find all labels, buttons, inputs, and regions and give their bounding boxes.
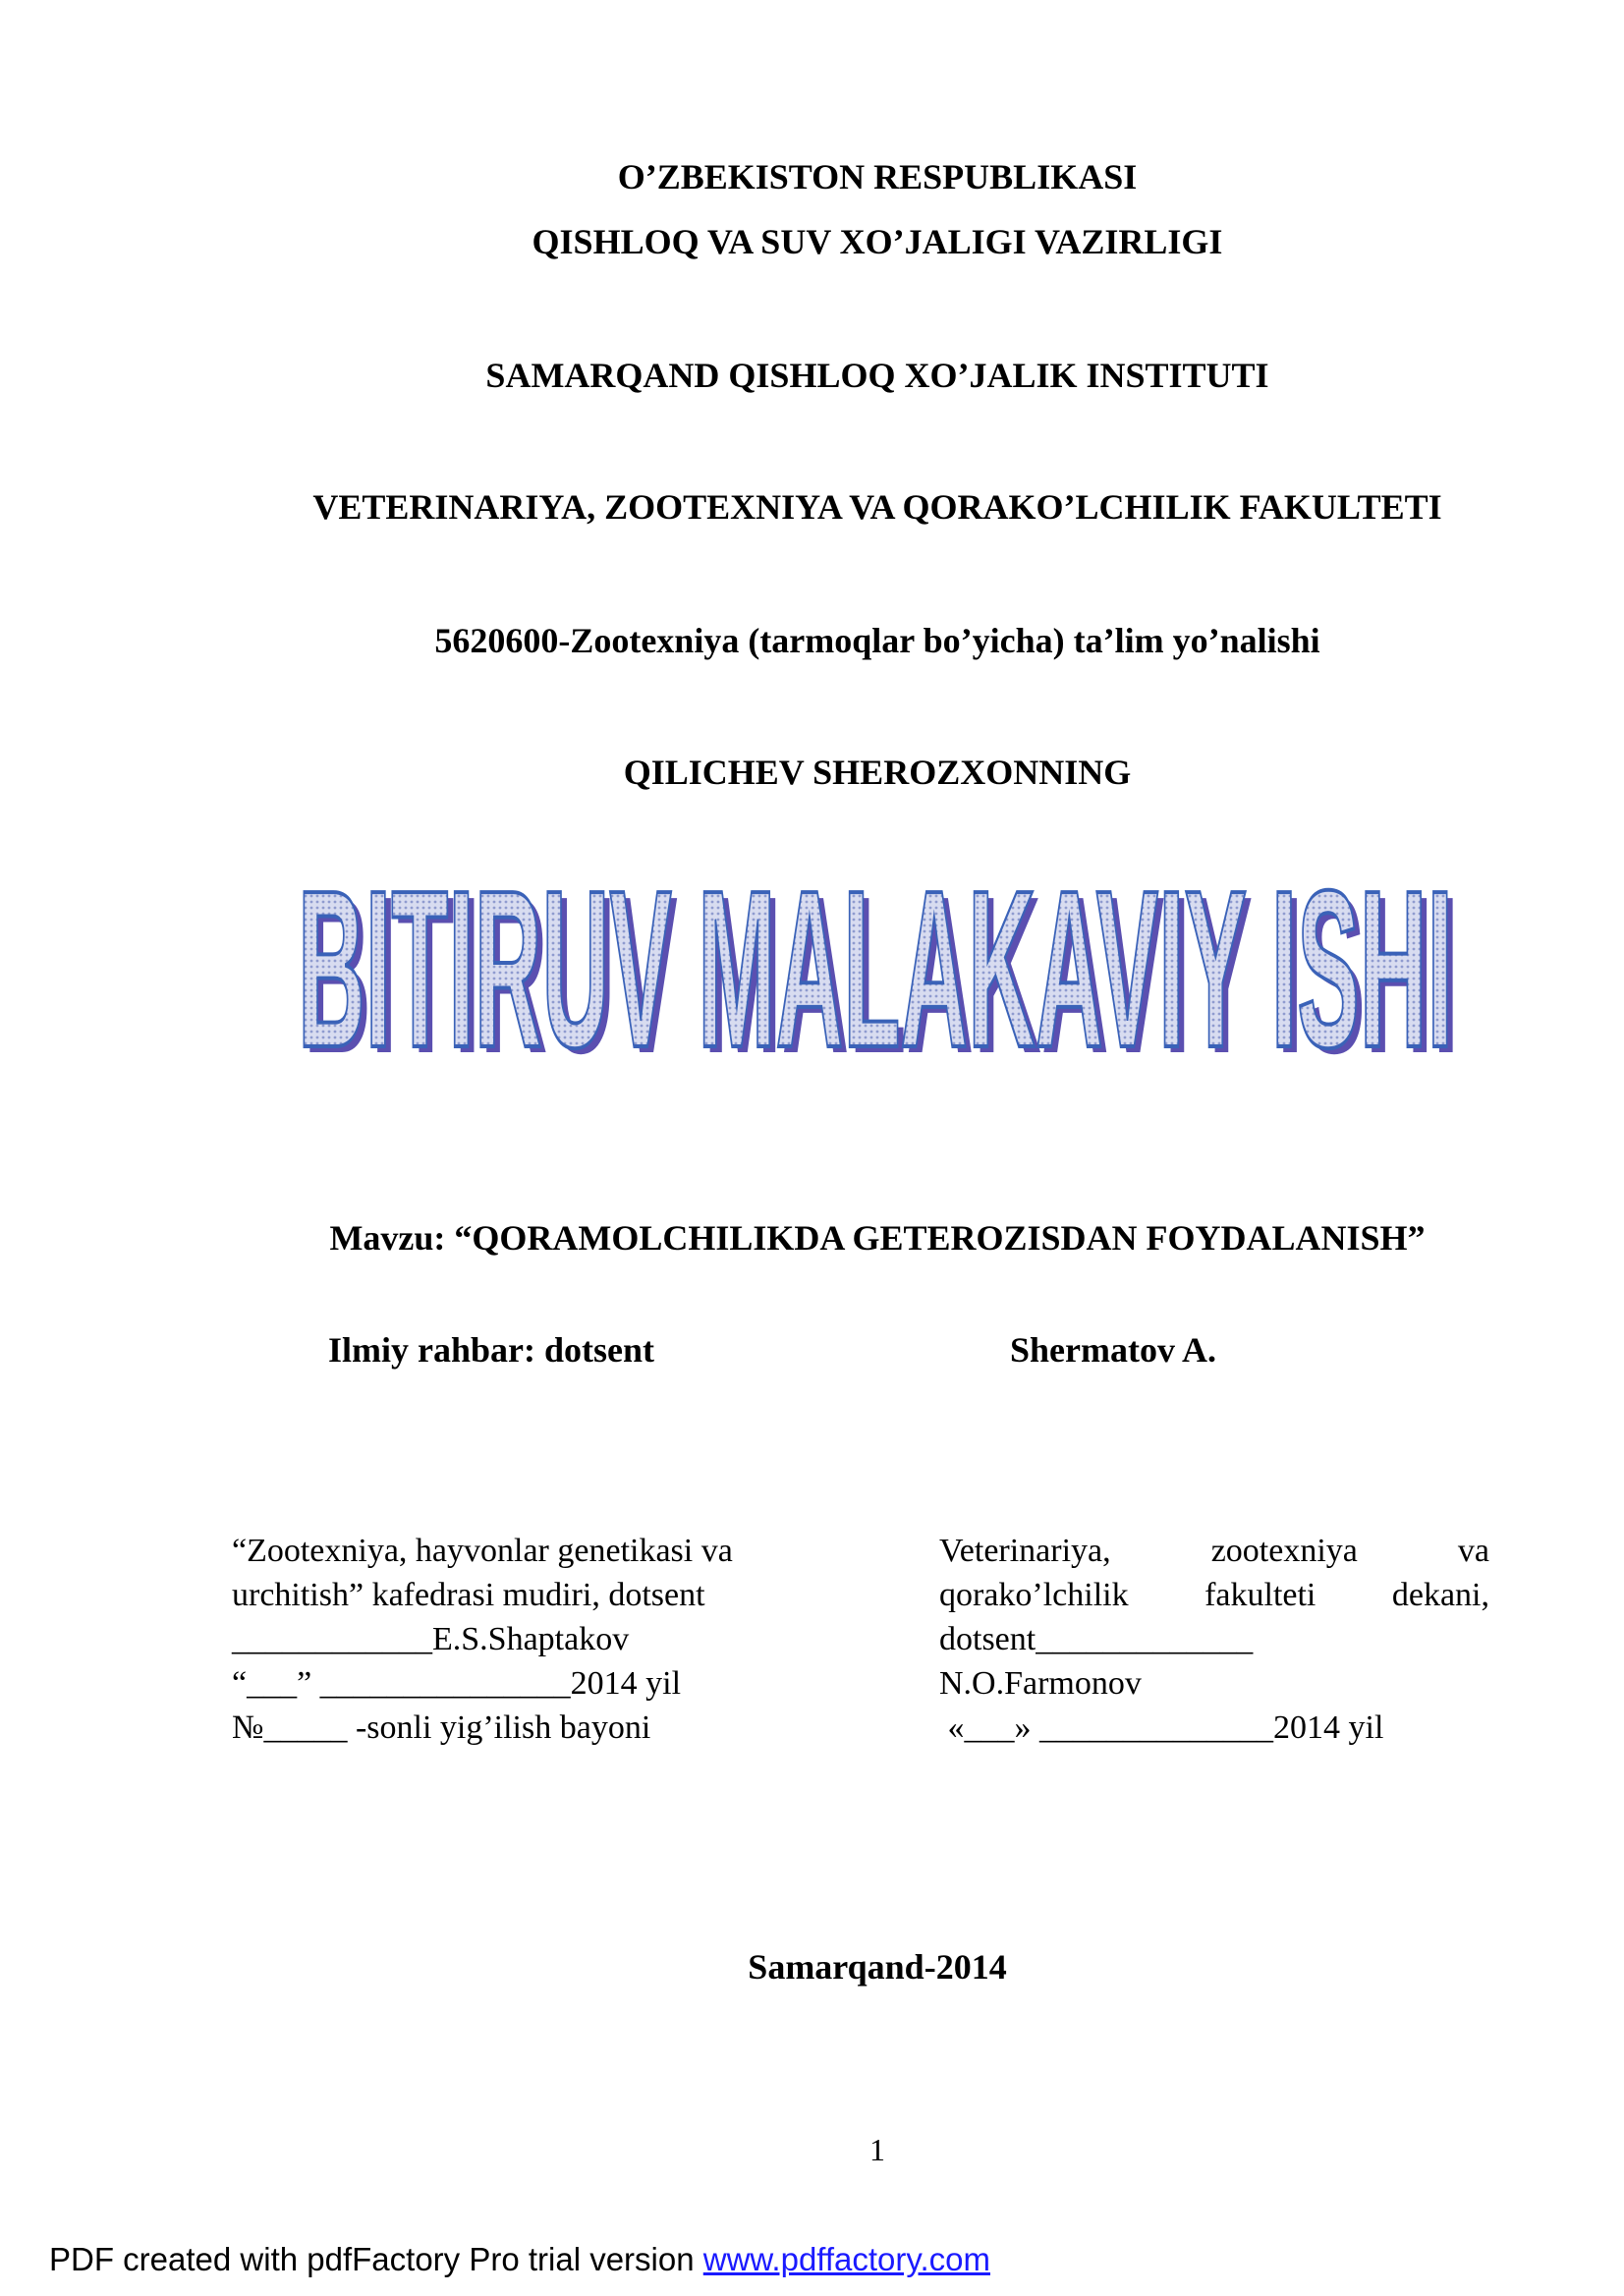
department-approval-date: “___” _______________2014 yil xyxy=(232,1665,682,1702)
meeting-minutes-number: №_____ -sonli yig’ilish bayoni xyxy=(232,1709,651,1746)
title-wordart-shadow: BITIRUV MALAKAVIY ISHI xyxy=(304,869,1459,1066)
dean-approval-block xyxy=(939,1529,1489,1750)
ministry-heading: QISHLOQ VA SUV XO’JALIGI VAZIRLIGI xyxy=(532,222,1223,261)
country-heading: O’ZBEKISTON RESPUBLIKASI xyxy=(617,157,1138,196)
dean-line-1-word: Veterinariya, xyxy=(939,1533,1111,1569)
dean-approval-date: «___» ______________2014 yil xyxy=(939,1709,1384,1746)
pdf-footer-text: PDF created with pdfFactory Pro trial version xyxy=(49,2241,703,2277)
author-heading: QILICHEV SHEROZXONNING xyxy=(623,753,1132,792)
topic-heading: Mavzu: “QORAMOLCHILIKDA GETEROZISDAN FOYDALANISH” xyxy=(329,1218,1426,1258)
dean-signature: dotsent_____________ xyxy=(939,1621,1254,1657)
faculty-heading: VETERINARIYA, ZOOTEXNIYA VA QORAKO’LCHILIK FAKULTETI xyxy=(312,487,1442,527)
advisor-label: Ilmiy rahbar: dotsent xyxy=(328,1330,654,1370)
place-and-year: Samarqand-2014 xyxy=(748,1947,1007,1987)
department-approval-block xyxy=(232,1529,821,1750)
title-wordart-text: BITIRUV MALAKAVIY ISHI xyxy=(298,869,1453,1066)
pdf-footer xyxy=(49,2240,990,2279)
advisor-name: Shermatov A. xyxy=(1010,1330,1216,1370)
dean-line-1-word: zootexniya xyxy=(1210,1533,1358,1569)
pdf-footer-link[interactable]: www.pdffactory.com xyxy=(702,2241,990,2277)
dean-line-2 xyxy=(939,1573,1489,1617)
page-number: 1 xyxy=(869,2132,885,2167)
dean-line-2-word: fakulteti xyxy=(1204,1577,1316,1613)
department-line-1: “Zootexniya, hayvonlar genetikasi va xyxy=(232,1533,733,1569)
dean-line-1 xyxy=(939,1529,1489,1573)
specialty-heading: 5620600-Zootexniya (tarmoqlar bo’yicha) ta’lim yo’nalishi xyxy=(434,621,1320,660)
title-wordart xyxy=(291,869,1460,1066)
institute-heading: SAMARQAND QISHLOQ XO’JALIK INSTITUTI xyxy=(485,356,1269,395)
department-line-2: urchitish” kafedrasi mudiri, dotsent xyxy=(232,1577,705,1613)
dean-line-2-word: qorako’lchilik xyxy=(939,1577,1129,1613)
title-wordart-graphic xyxy=(291,869,1460,1066)
dean-line-1-word: va xyxy=(1457,1533,1489,1569)
dean-line-2-word: dekani, xyxy=(1391,1577,1489,1613)
department-head-signature: ____________E.S.Shaptakov xyxy=(232,1621,630,1657)
dean-name: N.O.Farmonov xyxy=(939,1665,1142,1702)
